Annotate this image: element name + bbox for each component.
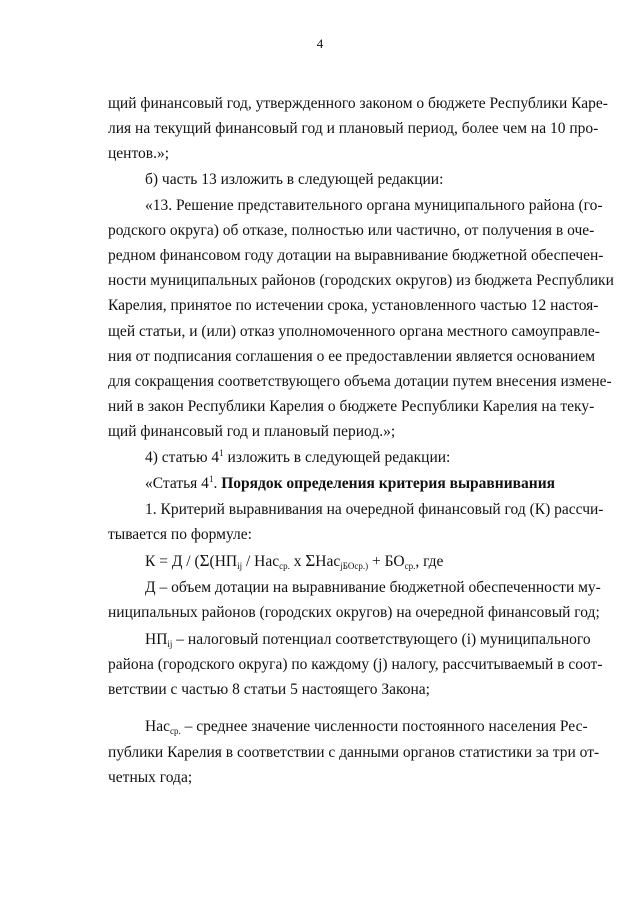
text-line: района (городского округа) по каждому (j) налогу, рассчитываемый в соот- [108,656,603,673]
subscript: ср. [169,726,181,736]
text-line: для сокращения соответствующего объема дотации путем внесения измене- [108,373,612,390]
text-line: Д – объем дотации на выравнивание бюджетной обеспеченности му- [145,579,601,596]
article-title: Порядок определения критерия выравнивания [221,475,556,492]
text-fragment: . [213,475,222,492]
formula [145,551,594,571]
page-number: 4 [316,36,324,51]
text-line: четных года; [108,769,193,786]
text-line: публики Карелия в соответствии с данными органов статистики за три от- [108,744,600,761]
text-line: лия на текущий финансовый год и плановый период, более чем на 10 про- [108,120,599,137]
article-heading [145,474,594,494]
text-fragment: – налоговый потенциал соответствующего (i) муниципального [172,631,591,648]
subscript: jБОср.) [340,561,369,571]
text-line: родского округа) об отказе, полностью или частично, от получения в оче- [108,222,595,239]
text-fragment: – среднее значение численности постоянного населения Рес- [180,718,588,735]
superscript: 1 [219,448,224,458]
sigma-symbol: Σ [305,551,316,570]
sigma-symbol: Σ [199,551,210,570]
subscript: ij [167,639,173,649]
text-line [145,717,594,737]
text-line: центов.»; [108,145,170,162]
text-line: ветствии с частью 8 статьи 5 настоящего Закона; [108,681,430,698]
text-fragment: изложить в следующей редакции: [223,449,451,466]
text-fragment: 4) статью 4 [145,449,220,466]
text-line: 1. Критерий выравнивания на очередной финансовый год (К) рассчи- [145,501,604,518]
subscript: ij [237,561,243,571]
text-line [145,630,594,650]
text-line: щий финансовый год, утвержденного законом о бюджете Республики Каре- [108,95,608,112]
text-line: Карелия, принятое по истечении срока, установленного частью 12 настоя- [108,297,599,314]
text-line: ности муниципальных районов (городских округов) из бюджета Республики [108,272,614,289]
text-line: редном финансовом году дотации на выравнивание бюджетной обеспечен- [108,247,604,264]
formula-part: К = Д / ( [145,553,200,570]
subscript: ср. [279,561,290,571]
superscript: 1 [208,474,214,484]
text-line: «13. Решение представительного органа муниципального района (го- [145,197,603,214]
text-line: ния от подписания соглашения о ее предоставлении является основанием [108,348,596,365]
subscript: ср. [404,561,416,571]
formula-part: (НП [209,553,238,570]
text-line: ниципальных районов (городских округов) на очередной финансовый год; [108,604,600,621]
text-line: тывается по формуле: [108,526,252,543]
text-line: ний в закон Республики Карелия о бюджете Республики Карелия на теку- [108,398,595,415]
text-line: щей статьи, и (или) отказ уполномоченного органа местного самоуправле- [108,323,600,340]
text-fragment: Нас [145,718,170,735]
formula-part: Нас [315,553,341,570]
text-line [145,448,594,468]
text-line: щий финансовый год и плановый период.»; [108,423,396,440]
formula-part: + БО [368,553,405,570]
text-line: б) часть 13 изложить в следующей редакции: [145,171,444,188]
text-fragment: «Статья 4 [145,475,209,492]
formula-part: / Нас [242,553,280,570]
formula-part: , где [415,553,444,570]
formula-part: х [289,553,306,570]
text-fragment: НП [145,631,168,648]
